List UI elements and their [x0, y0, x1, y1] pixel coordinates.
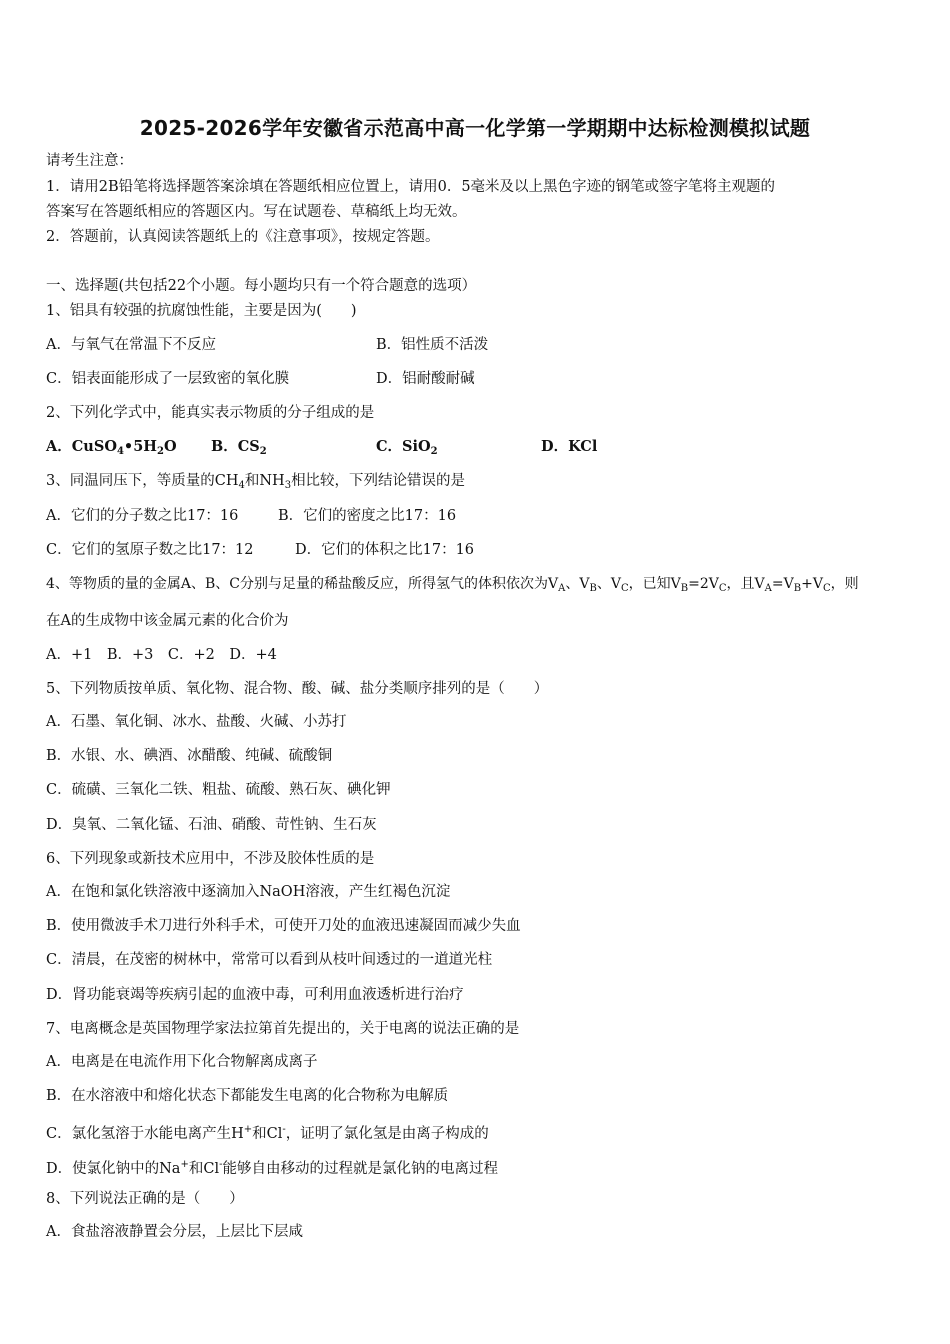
q3-option-b: B．它们的密度之比17：16: [278, 508, 457, 524]
q7-stem: 7、电离概念是英国物理学家法拉第首先提出的，关于电离的说法正确的是: [46, 1021, 520, 1037]
q2-option-b: [211, 437, 267, 462]
q4-p8: ，则: [830, 576, 859, 592]
q3-option-a: A．它们的分子数之比17：16: [46, 508, 239, 524]
q5-option-d: D．臭氧、二氧化锰、石油、硝酸、苛性钠、生石灰: [46, 817, 377, 833]
q2-option-a: [46, 437, 177, 462]
q1-option-c: C．铝表面能形成了一层致密的氧化膜: [46, 371, 290, 387]
q2-option-d: [541, 437, 597, 457]
q7-c-text-c: ，证明了氯化氢是由离子构成的: [285, 1126, 489, 1142]
q4-sub-3: C: [620, 583, 629, 594]
notice-line-1: 1．请用2B铅笔将选择题答案涂填在答题纸相应位置上，请用0．5毫米及以上黑色字迹的钢笔或签字笔将主观题的: [46, 179, 776, 195]
q7-d-text-c: 能够自由移动的过程就是氯化钠的电离过程: [222, 1161, 498, 1177]
q4-p5: ，且V: [726, 576, 765, 592]
q3-option-d: D．它们的体积之比17：16: [295, 542, 475, 558]
q2-d-label: D．: [541, 438, 569, 455]
q2-option-c: [376, 437, 438, 462]
q5-option-c: C．硫磺、三氧化二铁、粗盐、硫酸、熟石灰、碘化钾: [46, 782, 391, 798]
q2-a-sub2: 2: [156, 446, 164, 457]
q4-p3: ，已知V: [628, 576, 681, 592]
q4-options: A．+1 B．+3 C．+2 D．+4: [46, 647, 277, 663]
q7-option-a: A．电离是在电流作用下化合物解离成离子: [46, 1054, 318, 1070]
q5-option-b: B．水银、水、碘酒、冰醋酸、纯碱、硫酸铜: [46, 748, 333, 764]
q4-p4: =2V: [688, 576, 719, 592]
q4-stem: [46, 574, 859, 599]
q6-stem: 6、下列现象或新技术应用中，不涉及胶体性质的是: [46, 851, 375, 867]
q7-d-text-b: 和Cl: [188, 1161, 220, 1177]
q4-sub-5: C: [718, 583, 727, 594]
q7-c-text-a: C．氯化氢溶于水能电离产生H: [46, 1126, 244, 1142]
q7-option-b: B．在水溶液中和熔化状态下都能发生电离的化合物称为电解质: [46, 1088, 449, 1104]
q6-option-a: A．在饱和氯化铁溶液中逐滴加入NaOH溶液，产生红褐色沉淀: [46, 884, 451, 900]
q2-a-end: O: [163, 438, 177, 455]
q2-d-formula: KCl: [568, 438, 598, 455]
q3-stem-sub1: 4: [238, 480, 245, 491]
q1-stem: 1、铝具有较强的抗腐蚀性能，主要是因为( ): [46, 303, 357, 319]
q6-option-d: D．肾功能衰竭等疾病引起的血液中毒，可利用血液透析进行治疗: [46, 987, 464, 1003]
q3-stem-b: 和NH: [244, 473, 285, 489]
q7-c-text-b: 和Cl: [252, 1126, 283, 1142]
q1-option-a: A．与氧气在常温下不反应: [46, 337, 216, 353]
q8-option-a: A．食盐溶液静置会分层，上层比下层咸: [46, 1224, 303, 1240]
q4-sub-2: B: [589, 583, 597, 594]
q2-b-formula: CS: [237, 438, 260, 455]
q7-d-sup-2: -: [219, 1159, 223, 1170]
q4-p1: 、V: [565, 576, 590, 592]
q3-stem-sub2: 3: [284, 480, 292, 491]
q3-stem-c: 相比较，下列结论错误的是: [291, 473, 466, 489]
q2-a-sub1: 4: [116, 446, 124, 457]
q4-sub-1: A: [558, 583, 566, 594]
q1-option-d: D．铝耐酸耐碱: [376, 371, 475, 387]
q4-p6: =V: [771, 576, 794, 592]
q5-option-a: A．石墨、氧化铜、冰水、盐酸、火碱、小苏打: [46, 714, 347, 730]
q2-a-formula: CuSO: [71, 438, 117, 455]
q3-stem: [46, 471, 465, 496]
q2-c-formula: SiO: [402, 438, 431, 455]
q2-c-label: C．: [376, 438, 403, 455]
q6-option-b: B．使用微波手术刀进行外科手术，可使开刀处的血液迅速凝固而减少失血: [46, 918, 521, 934]
q7-option-d: [46, 1155, 498, 1179]
notice-heading: 请考生注意：: [46, 153, 133, 169]
q4-sub-6: A: [764, 583, 772, 594]
q6-option-c: C．清晨，在茂密的树林中，常常可以看到从枝叶间透过的一道道光柱: [46, 952, 493, 968]
q4-sub-7: B: [793, 583, 802, 594]
q4-sub-4: B: [680, 583, 689, 594]
q4-sub-8: C: [822, 583, 831, 594]
q2-stem: 2、下列化学式中，能真实表示物质的分子组成的是: [46, 405, 375, 421]
q2-b-sub: 2: [259, 446, 267, 457]
q7-option-c: [46, 1120, 489, 1144]
q4-p2: 、V: [596, 576, 621, 592]
q7-d-sup-1: +: [180, 1159, 189, 1170]
q2-c-sub: 2: [430, 446, 438, 457]
q3-stem-a: 3、同温同压下，等质量的CH: [46, 473, 239, 489]
notice-line-3: 2．答题前，认真阅读答题纸上的《注意事项》，按规定答题。: [46, 229, 440, 245]
q3-option-c: C．它们的氢原子数之比17：12: [46, 542, 254, 558]
q8-stem: 8、下列说法正确的是（ ）: [46, 1191, 244, 1207]
q5-stem: 5、下列物质按单质、氧化物、混合物、酸、碱、盐分类顺序排列的是（ ）: [46, 681, 549, 697]
q7-d-text-a: D．使氯化钠中的Na: [46, 1161, 181, 1177]
q1-option-b: B．铝性质不活泼: [376, 337, 489, 353]
q4-stem-line-2: 在A的生成物中该金属元素的化合价为: [46, 613, 289, 629]
q7-c-sup-1: +: [243, 1124, 253, 1135]
q2-a-label: A．: [46, 438, 72, 455]
q2-b-label: B．: [211, 438, 238, 455]
q2-a-mid: •5H: [123, 438, 157, 455]
q4-p7: +V: [801, 576, 823, 592]
q4-stem-a: 4、等物质的量的金属A、B、C分别与足量的稀盐酸反应，所得氢气的体积依次为V: [46, 576, 559, 592]
section-heading: 一、选择题(共包括22个小题。每小题均只有一个符合题意的选项）: [46, 278, 477, 294]
exam-title: 2025-2026学年安徽省示范高中高一化学第一学期期中达标检测模拟试题: [139, 116, 811, 140]
q7-c-sup-2: -: [282, 1124, 286, 1135]
notice-line-2: 答案写在答题纸相应的答题区内。写在试题卷、草稿纸上均无效。: [46, 204, 467, 220]
